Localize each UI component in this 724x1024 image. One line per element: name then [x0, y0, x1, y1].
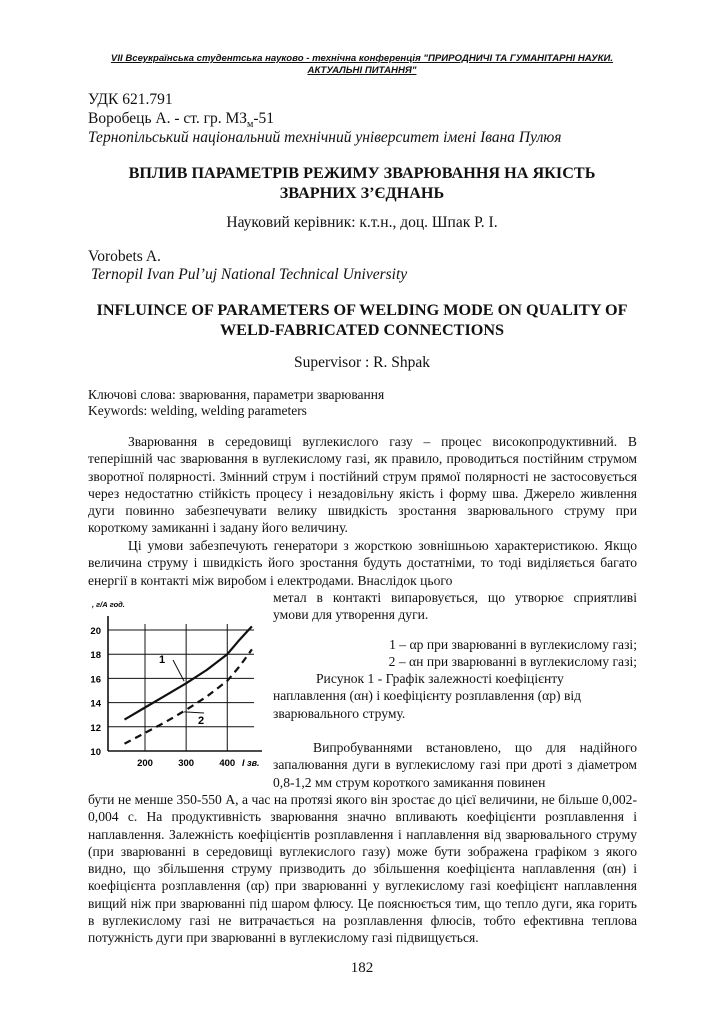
legend-item-2: 2 – αн при зварюванні в вуглекислому газі;: [388, 654, 637, 669]
y-tick-label: 18: [90, 650, 101, 662]
chart-y-label: , г/А год.: [92, 600, 125, 609]
figure-caption: Рисунок 1 - Графік залежності коефіцієнту наплавлення (αн) і коефіцієнту розплавлення (αр) від зварювального струму.: [273, 671, 582, 721]
supervisor-ua: Науковий керівник: к.т.н., доц. Шпак Р. І.: [226, 214, 498, 231]
annotation-leader: [184, 712, 204, 713]
chart-series: [125, 626, 252, 743]
keywords-ua: Ключові слова: зварювання, параметри зварювання: [88, 387, 385, 402]
paragraph-2-wrap: [273, 589, 637, 624]
series-line-1: [125, 626, 252, 719]
title-ua: ВПЛИВ ПАРАМЕТРІВ РЕЖИМУ ЗВАРЮВАННЯ НА ЯКІСТЬ ЗВАРНИХ З’ЄДНАНЬ: [128, 164, 596, 202]
author-ua-name: Воробець А. - ст. гр. МЗ: [88, 110, 248, 127]
chart-x-label: I зв.: [242, 758, 260, 768]
annotation-label: 1: [159, 654, 166, 666]
y-tick-label: 20: [90, 626, 101, 638]
paragraph-3-text: Випробуваннями встановлено, що для надійного запалювання дуги в вуглекислому газі при дроті з діаметром 0,8-1,2 мм струм короткого замикання повинен: [273, 740, 637, 790]
x-tick-label: 300: [178, 758, 195, 769]
x-tick-label: 200: [137, 758, 153, 769]
author-ua-subscript: м: [247, 119, 254, 131]
legend-item-1: 1 – αр при зварюванні в вуглекислому газі;: [389, 637, 637, 652]
figure-chart: [82, 596, 268, 774]
page-number: 182: [350, 960, 374, 976]
keywords-en: Keywords: welding, welding parameters: [88, 403, 307, 418]
supervisor-en: Supervisor : R. Shpak: [293, 354, 431, 371]
y-tick-label: 12: [90, 722, 101, 734]
affiliation-en: Ternopil Ivan Pul’uj National Technical University: [91, 266, 408, 283]
paragraph-1-text: Зварювання в середовищі вуглекислого газу – процес високопродуктивний. В теперішній час зварювання в вуглекислому газі, як правило, проводиться постійним струмом зворотної полярності. Змінний струм і постійний струм прямої полярності не застосовується через недостатню стійкість процесу і незадовільну якість і форму шва. Джерело живлення дуги повинно забезпечувати велику швидкість зростання зварювального струму при короткому замиканні і задану його величину.: [88, 434, 637, 536]
paragraph-2-text: Ці умови забезпечують генератори з жорсткою зовнішньою характеристикою. Якщо величина струму і швидкість його зростання будуть достатніми, то тоді виділяється багато енергії в контакті між виробом і електродами. Внаслідок цього: [88, 538, 637, 588]
author-en: Vorobets A.: [88, 248, 161, 265]
paragraph-3-wrap: [88, 791, 637, 947]
title-en: INFLUINCE OF PARAMETERS OF WELDING MODE ON QUALITY OF WELD-FABRICATED CONNECTIONS: [96, 301, 628, 339]
x-tick-label: 400: [219, 758, 236, 769]
paragraph-2: [88, 537, 637, 589]
y-tick-label: 14: [90, 698, 101, 710]
author-ua-suffix: -51: [253, 110, 275, 127]
y-tick-label: 16: [90, 674, 101, 686]
paragraph-3-continued: бути не менше 350-550 А, а час на протязі якого він зростає до цієї величини, не більше 0,002-0,004 с. На продуктивність зварювання значно впливають коефіцієнти розплавлення і наплавлення. Залежність коефіцієнтів розплавлення і наплавлення від зварювального струму (при зварюванні в середовищі вуглекислого газу) може бути зображена графіком з якого видно, що збільшення струму призводить до збільшення коефіцієнта наплавлення (αн) і коефіцієнта розплавлення (αр) при зварюванні у вуглекислому газі коефіцієнт наплавлення вищий ніж при зварюванні під шаром флюсу. Це пояснюється тим, що тепло дуги, яка горить в вуглекислому газі не витрачається на розплавлення флюсів, тобто ефективна теплова потужність дуги при зварюванні в вуглекислому газі підвищується.: [88, 792, 637, 946]
affiliation-ua: Тернопільський національний технічний університет імені Івана Пулюя: [88, 129, 562, 146]
paragraph-1: [88, 433, 637, 537]
conference-header: VII Всеукраїнська студентська науково - технічна конференція "ПРИРОДНИЧІ ТА ГУМАНІТАРНІ НАУКИ. АКТУАЛЬНІ ПИТАННЯ": [110, 53, 614, 76]
paragraph-2-continued: метал в контакті випаровується, що утворює сприятливі умови для утворення дуги.: [273, 590, 637, 623]
annotation-label: 2: [198, 715, 205, 727]
y-tick-label: 10: [90, 747, 101, 758]
chart-annotations: [159, 654, 204, 727]
udk-code: УДК 621.791: [88, 91, 173, 108]
paragraph-3: [273, 739, 637, 791]
series-line-2: [125, 649, 252, 743]
